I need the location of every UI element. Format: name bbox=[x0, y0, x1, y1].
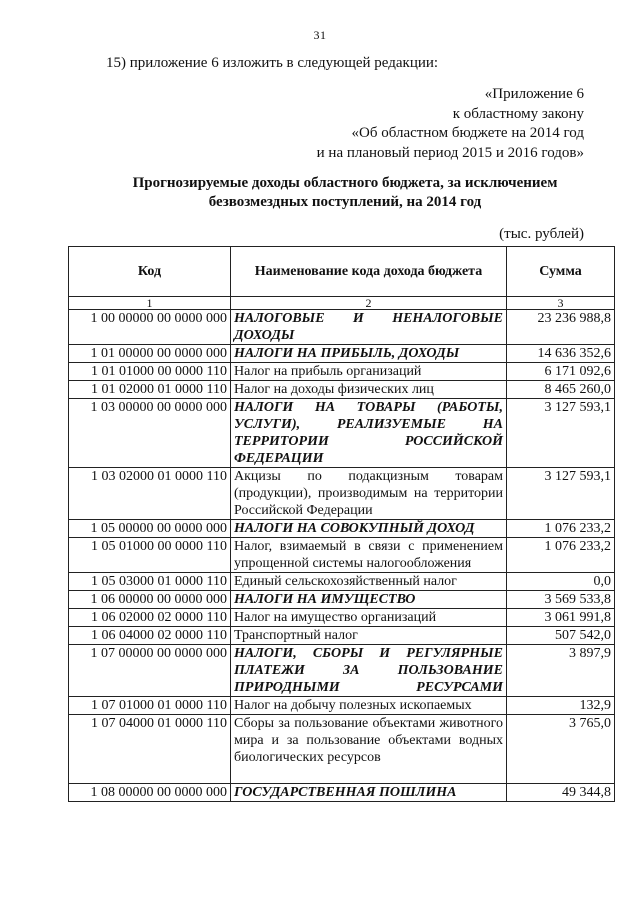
row-sum: 507 542,0 bbox=[507, 627, 615, 645]
row-sum: 3 061 991,8 bbox=[507, 609, 615, 627]
row-code: 1 01 00000 00 0000 000 bbox=[69, 345, 231, 363]
row-code: 1 06 00000 00 0000 000 bbox=[69, 591, 231, 609]
table-row bbox=[69, 363, 615, 381]
row-sum: 1 076 233,2 bbox=[507, 520, 615, 538]
revenue-table bbox=[68, 246, 615, 802]
table-row bbox=[69, 538, 615, 573]
table-row bbox=[69, 381, 615, 399]
row-code: 1 07 01000 01 0000 110 bbox=[69, 697, 231, 715]
row-sum: 0,0 bbox=[507, 573, 615, 591]
column-number: 3 bbox=[507, 297, 615, 310]
row-code: 1 06 04000 02 0000 110 bbox=[69, 627, 231, 645]
table-row bbox=[69, 609, 615, 627]
table-row bbox=[69, 310, 615, 345]
header-sum: Сумма bbox=[507, 247, 615, 297]
row-sum: 23 236 988,8 bbox=[507, 310, 615, 345]
row-sum: 14 636 352,6 bbox=[507, 345, 615, 363]
row-name: Акцизы по подакцизным товарам (продукции), производимым на территории Российской Федерации bbox=[231, 468, 507, 520]
row-sum: 3 897,9 bbox=[507, 645, 615, 697]
row-sum: 3 765,0 bbox=[507, 715, 615, 784]
appendix-header bbox=[317, 85, 584, 163]
row-sum: 6 171 092,6 bbox=[507, 363, 615, 381]
table-row bbox=[69, 591, 615, 609]
intro-paragraph: 15) приложение 6 изложить в следующей редакции: bbox=[106, 55, 439, 71]
table-row bbox=[69, 784, 615, 802]
appendix-line: к областному закону bbox=[452, 105, 584, 122]
table-header-row bbox=[69, 247, 615, 297]
row-name: Единый сельскохозяйственный налог bbox=[231, 573, 507, 591]
row-code: 1 01 01000 00 0000 110 bbox=[69, 363, 231, 381]
column-number: 2 bbox=[231, 297, 507, 310]
row-sum: 3 127 593,1 bbox=[507, 468, 615, 520]
row-code: 1 08 00000 00 0000 000 bbox=[69, 784, 231, 802]
title-line: Прогнозируемые доходы областного бюджета, за исключением bbox=[132, 175, 558, 191]
row-name: НАЛОГИ НА СОВОКУПНЫЙ ДОХОД bbox=[231, 520, 507, 538]
row-name: Налог на добычу полезных ископаемых bbox=[231, 697, 507, 715]
row-name: ГОСУДАРСТВЕННАЯ ПОШЛИНА bbox=[231, 784, 507, 802]
appendix-line: и на плановый период 2015 и 2016 годов» bbox=[316, 144, 584, 161]
row-sum: 8 465 260,0 bbox=[507, 381, 615, 399]
table-row bbox=[69, 468, 615, 520]
row-name: НАЛОГИ, СБОРЫ И РЕГУЛЯРНЫЕ ПЛАТЕЖИ ЗА ПОЛЬЗОВАНИЕ ПРИРОДНЫМИ РЕСУРСАМИ bbox=[231, 645, 507, 697]
column-number-row bbox=[69, 297, 615, 310]
row-code: 1 03 00000 00 0000 000 bbox=[69, 399, 231, 468]
row-name: Налог на доходы физических лиц bbox=[231, 381, 507, 399]
row-name: НАЛОГИ НА ПРИБЫЛЬ, ДОХОДЫ bbox=[231, 345, 507, 363]
row-name: Сборы за пользование объектами животного мира и за пользование объектами водных биологических ресурсов bbox=[231, 715, 507, 784]
table-row bbox=[69, 645, 615, 697]
table-row bbox=[69, 573, 615, 591]
row-code: 1 01 02000 01 0000 110 bbox=[69, 381, 231, 399]
row-name: Налог, взимаемый в связи с применением упрощенной системы налогообложения bbox=[231, 538, 507, 573]
row-code: 1 07 04000 01 0000 110 bbox=[69, 715, 231, 784]
row-code: 1 06 02000 02 0000 110 bbox=[69, 609, 231, 627]
table-row bbox=[69, 399, 615, 468]
page-number: 31 bbox=[313, 28, 327, 42]
row-code: 1 07 00000 00 0000 000 bbox=[69, 645, 231, 697]
row-name: Транспортный налог bbox=[231, 627, 507, 645]
document-title bbox=[60, 174, 630, 212]
row-code: 1 05 03000 01 0000 110 bbox=[69, 573, 231, 591]
row-name: НАЛОГОВЫЕ И НЕНАЛОГОВЫЕ ДОХОДЫ bbox=[231, 310, 507, 345]
table-row bbox=[69, 345, 615, 363]
header-code: Код bbox=[69, 247, 231, 297]
row-sum: 132,9 bbox=[507, 697, 615, 715]
row-name: НАЛОГИ НА ТОВАРЫ (РАБОТЫ, УСЛУГИ), РЕАЛИЗУЕМЫЕ НА ТЕРРИТОРИИ РОССИЙСКОЙ ФЕДЕРАЦИИ bbox=[231, 399, 507, 468]
table-row bbox=[69, 715, 615, 784]
table-row bbox=[69, 627, 615, 645]
row-sum: 3 569 533,8 bbox=[507, 591, 615, 609]
row-code: 1 05 00000 00 0000 000 bbox=[69, 520, 231, 538]
row-sum: 3 127 593,1 bbox=[507, 399, 615, 468]
row-name: НАЛОГИ НА ИМУЩЕСТВО bbox=[231, 591, 507, 609]
title-line: безвозмездных поступлений, на 2014 год bbox=[208, 194, 482, 210]
column-number: 1 bbox=[69, 297, 231, 310]
row-code: 1 03 02000 01 0000 110 bbox=[69, 468, 231, 520]
row-sum: 49 344,8 bbox=[507, 784, 615, 802]
appendix-line: «Приложение 6 bbox=[484, 86, 584, 102]
row-name: Налог на имущество организаций bbox=[231, 609, 507, 627]
row-code: 1 05 01000 00 0000 110 bbox=[69, 538, 231, 573]
table-row bbox=[69, 520, 615, 538]
row-name: Налог на прибыль организаций bbox=[231, 363, 507, 381]
row-code: 1 00 00000 00 0000 000 bbox=[69, 310, 231, 345]
row-sum: 1 076 233,2 bbox=[507, 538, 615, 573]
header-name: Наименование кода дохода бюджета bbox=[231, 247, 507, 297]
appendix-line: «Об областном бюджете на 2014 год bbox=[351, 125, 584, 141]
table-row bbox=[69, 697, 615, 715]
units-label: (тыс. рублей) bbox=[499, 226, 584, 242]
